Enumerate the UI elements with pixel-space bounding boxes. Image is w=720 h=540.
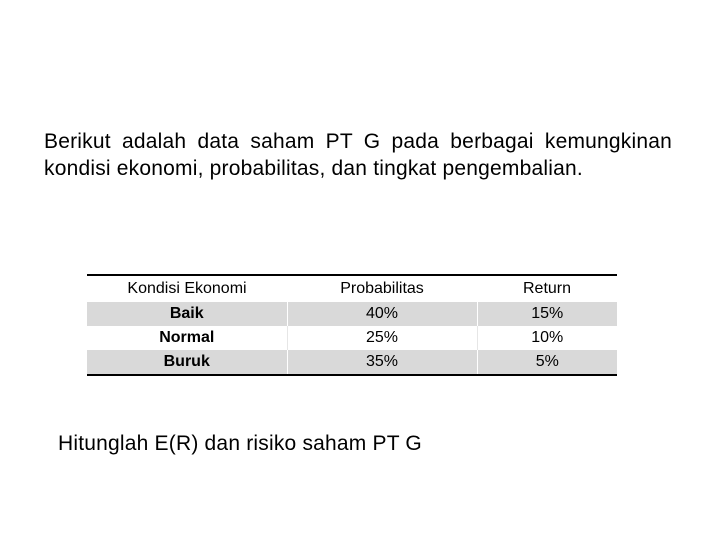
table-row [87, 326, 617, 350]
table-row [87, 302, 617, 326]
header-kondisi-ekonomi: Kondisi Ekonomi [127, 280, 247, 297]
question-text: Hitunglah E(R) dan risiko saham PT G [58, 432, 422, 455]
cell-return: 5% [477, 350, 617, 375]
intro-paragraph: Berikut adalah data saham PT G pada berbagai kemungkinan kondisi ekonomi, probabilitas, dan tingkat pengembalian. [44, 130, 672, 180]
header-probabilitas: Probabilitas [340, 280, 424, 297]
table-row [87, 350, 617, 375]
table-header-row [87, 275, 617, 302]
cell-return: 15% [477, 302, 617, 326]
cell-return: 10% [477, 326, 617, 350]
stock-table-container [87, 274, 617, 376]
header-return: Return [522, 280, 572, 297]
cell-kondisi: Buruk [87, 350, 287, 375]
stock-data-table [87, 274, 617, 376]
cell-kondisi: Normal [159, 329, 215, 346]
cell-probabilitas: 35% [287, 350, 477, 375]
cell-probabilitas: 40% [287, 302, 477, 326]
cell-probabilitas: 25% [287, 326, 477, 350]
cell-kondisi: Baik [87, 302, 287, 326]
